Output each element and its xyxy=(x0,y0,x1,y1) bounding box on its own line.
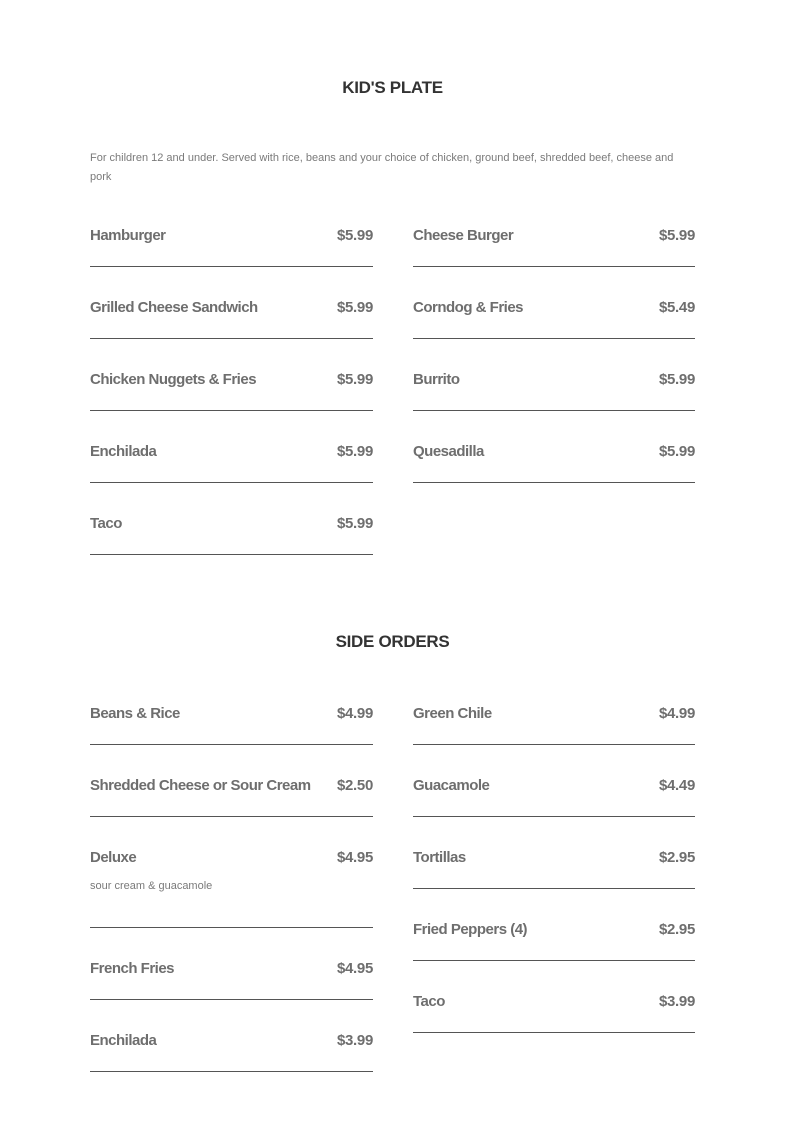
item-price: $4.95 xyxy=(336,960,373,977)
menu-item xyxy=(413,921,695,961)
menu-item xyxy=(413,443,695,483)
item-name: Chicken Nuggets & Fries xyxy=(90,371,257,388)
menu-item xyxy=(90,705,373,745)
menu-item xyxy=(90,1032,373,1072)
item-name: Green Chile xyxy=(413,705,492,722)
item-name: Guacamole xyxy=(413,777,490,794)
item-name: Beans & Rice xyxy=(90,705,180,722)
item-name: French Fries xyxy=(90,960,175,977)
kids-plate-right-column xyxy=(413,227,695,483)
side-orders-left-column xyxy=(90,705,373,1072)
menu-item xyxy=(90,443,373,483)
item-name: Taco xyxy=(413,993,445,1010)
menu-item xyxy=(90,960,373,1000)
item-name: Quesadilla xyxy=(413,443,484,460)
item-name: Shredded Cheese or Sour Cream xyxy=(90,777,311,794)
item-price: $3.99 xyxy=(336,1032,373,1049)
item-name: Hamburger xyxy=(90,227,166,244)
item-name: Burrito xyxy=(413,371,460,388)
item-name: Corndog & Fries xyxy=(413,299,524,316)
menu-item xyxy=(413,371,695,411)
kids-plate-left-column xyxy=(90,227,373,555)
item-price: $2.95 xyxy=(658,849,695,866)
kids-plate-title: KID'S PLATE xyxy=(342,78,443,97)
menu-item xyxy=(413,777,695,817)
item-price: $5.99 xyxy=(336,227,373,244)
side-orders-right-column xyxy=(413,705,695,1033)
item-price: $4.99 xyxy=(336,705,373,722)
item-price: $5.99 xyxy=(336,515,373,532)
item-price: $5.99 xyxy=(658,371,695,388)
menu-item xyxy=(413,227,695,267)
item-description: sour cream & guacamole xyxy=(90,880,213,892)
item-price: $5.99 xyxy=(336,299,373,316)
item-price: $4.99 xyxy=(658,705,695,722)
menu-item xyxy=(413,299,695,339)
item-name: Cheese Burger xyxy=(413,227,514,244)
item-price: $5.99 xyxy=(336,371,373,388)
item-name: Grilled Cheese Sandwich xyxy=(90,299,258,316)
kids-plate-intro: For children 12 and under. Served with rice, beans and your choice of chicken, ground beef, shredded beef, cheese and pork xyxy=(90,152,674,183)
menu-item xyxy=(90,849,373,928)
menu-item xyxy=(90,299,373,339)
item-price: $3.99 xyxy=(658,993,695,1010)
item-name: Tortillas xyxy=(413,849,466,866)
item-price: $2.50 xyxy=(336,777,373,794)
item-price: $4.49 xyxy=(658,777,695,794)
side-orders-title: SIDE ORDERS xyxy=(335,632,450,651)
item-name: Enchilada xyxy=(90,1032,157,1049)
menu-item xyxy=(90,777,373,817)
item-name: Deluxe xyxy=(90,849,137,866)
menu-item xyxy=(90,515,373,555)
menu-item xyxy=(413,705,695,745)
item-name: Taco xyxy=(90,515,122,532)
item-name: Fried Peppers (4) xyxy=(413,921,528,938)
menu-item xyxy=(90,227,373,267)
item-price: $5.99 xyxy=(658,227,695,244)
menu-item xyxy=(413,849,695,889)
menu-item xyxy=(413,993,695,1033)
item-price: $2.95 xyxy=(658,921,695,938)
item-price: $5.99 xyxy=(336,443,373,460)
item-price: $5.99 xyxy=(658,443,695,460)
item-price: $5.49 xyxy=(658,299,695,316)
item-name: Enchilada xyxy=(90,443,157,460)
menu-item xyxy=(90,371,373,411)
item-price: $4.95 xyxy=(336,849,373,866)
